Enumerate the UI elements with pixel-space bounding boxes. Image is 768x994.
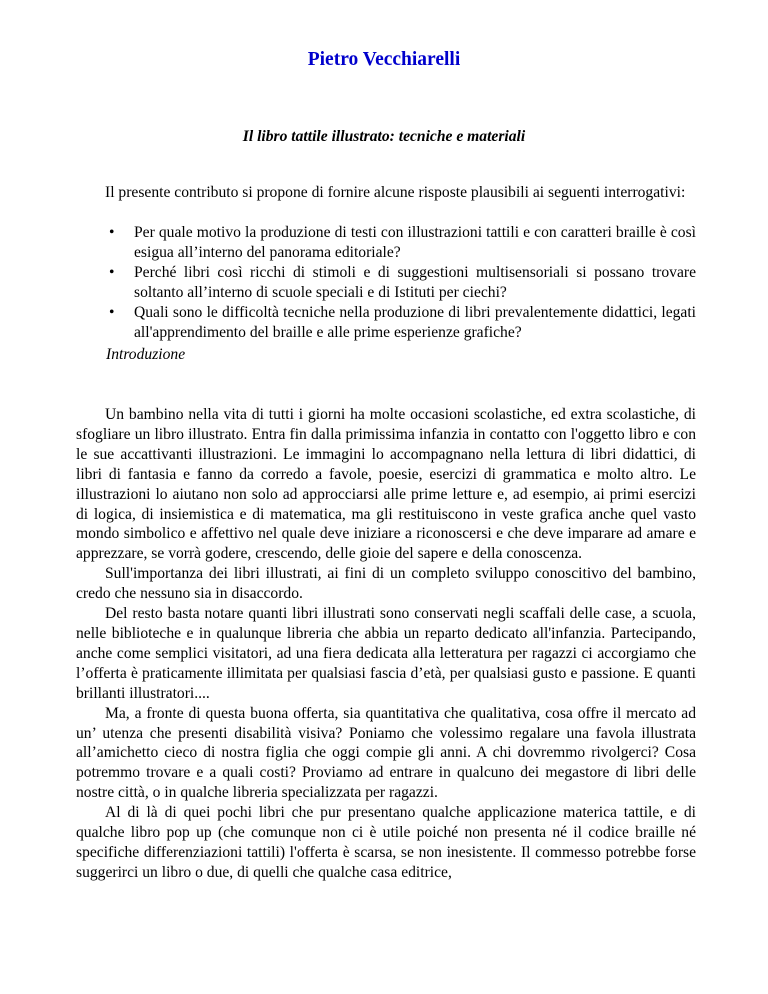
body-paragraph: Un bambino nella vita di tutti i giorni ha molte occasioni scolastiche, ed extra scolastiche, di sfogliare un libro illustrato. Entra fin dalla primissima infanzia in contatto con l'oggetto libro e con le sue accattivanti illustrazioni. Le immagini lo accompagnano nella lettura di libri didattici, di libri di fantasia e fanno da corredo a favole, poesie, esercizi di grammatica e molto altro. Le illustrazioni lo aiutano non solo ad approcciarsi alle prime letture e, ad esempio, ai primi esercizi di logica, di insiemistica e di matematica, ma gli restituiscono in veste grafica anche quel vasto mondo simbolico e affettivo nel quale deve iniziare a riconoscersi e che deve imparare ad amare e apprezzare, se vorrà godere, crescendo, delle gioie del sapere e della conoscenza. <box>76 406 696 563</box>
body-paragraph: Sull'importanza dei libri illustrati, ai fini di un completo sviluppo conoscitivo del bambino, credo che nessuno sia in disaccordo. <box>76 565 696 603</box>
section-title: Introduzione <box>106 346 186 363</box>
intro-paragraph-block <box>76 183 696 203</box>
body-paragraph: Del resto basta notare quanti libri illustrati sono conservati negli scaffali delle case, a scuola, nelle biblioteche e in qualunque libreria che abbia un reparto dedicato all'infanzia. Partecipando, anche come semplici visitatori, ad una fiera dedicata alla letteratura per ragazzi ci accorgiamo che l’offerta è praticamente illimitata per qualsiasi fascia d’età, per qualsiasi gusto e passione. E quanti brillanti illustratori.... <box>76 605 696 702</box>
question-item: • Quali sono le difficoltà tecniche nella produzione di libri prevalentemente didattici, legati all'apprendimento del braille e alle prime esperienze grafiche? <box>76 303 696 343</box>
question-item: • Perché libri così ricchi di stimoli e di suggestioni multisensoriali si possano trovare soltanto all’interno di scuole speciali e di Istituti per ciechi? <box>76 263 696 303</box>
author-name: Pietro Vecchiarelli <box>307 49 461 70</box>
intro-paragraph: Il presente contributo si propone di fornire alcune risposte plausibili ai seguenti interrogativi: <box>105 184 686 201</box>
document-subtitle: Il libro tattile illustrato: tecniche e materiali <box>242 128 526 145</box>
question-item: • Per quale motivo la produzione di testi con illustrazioni tattili e con caratteri braille è così esigua all’interno del panorama editoriale? <box>76 223 696 263</box>
body-paragraph: Al di là di quei pochi libri che pur presentano qualche applicazione materica tattile, e di qualche libro pop up (che comunque non ci è utile poiché non presenta né il codice braille né specifiche differenziazioni tattili) l'offerta è scarsa, se non inesistente. Il commesso potrebbe forse suggerirci un libro o due, di quelli che qualche casa editrice, <box>76 804 696 881</box>
questions-list <box>76 223 696 342</box>
body-paragraph: Ma, a fronte di questa buona offerta, sia quantitativa che qualitativa, cosa offre il mercato ad un’ utenza che presenti disabilità visiva? Poniamo che volessimo regalare una favola illustrata all’amichetto cieco di nostra figlia che oggi compie gli anni. A chi dovremmo rivolgerci? Cosa potremmo trovare e a quali costi? Proviamo ad entrare in qualcuno dei megastore di libri delle nostre città, o in qualche libreria specializzata per ragazzi. <box>76 704 696 802</box>
body-text <box>76 405 696 883</box>
